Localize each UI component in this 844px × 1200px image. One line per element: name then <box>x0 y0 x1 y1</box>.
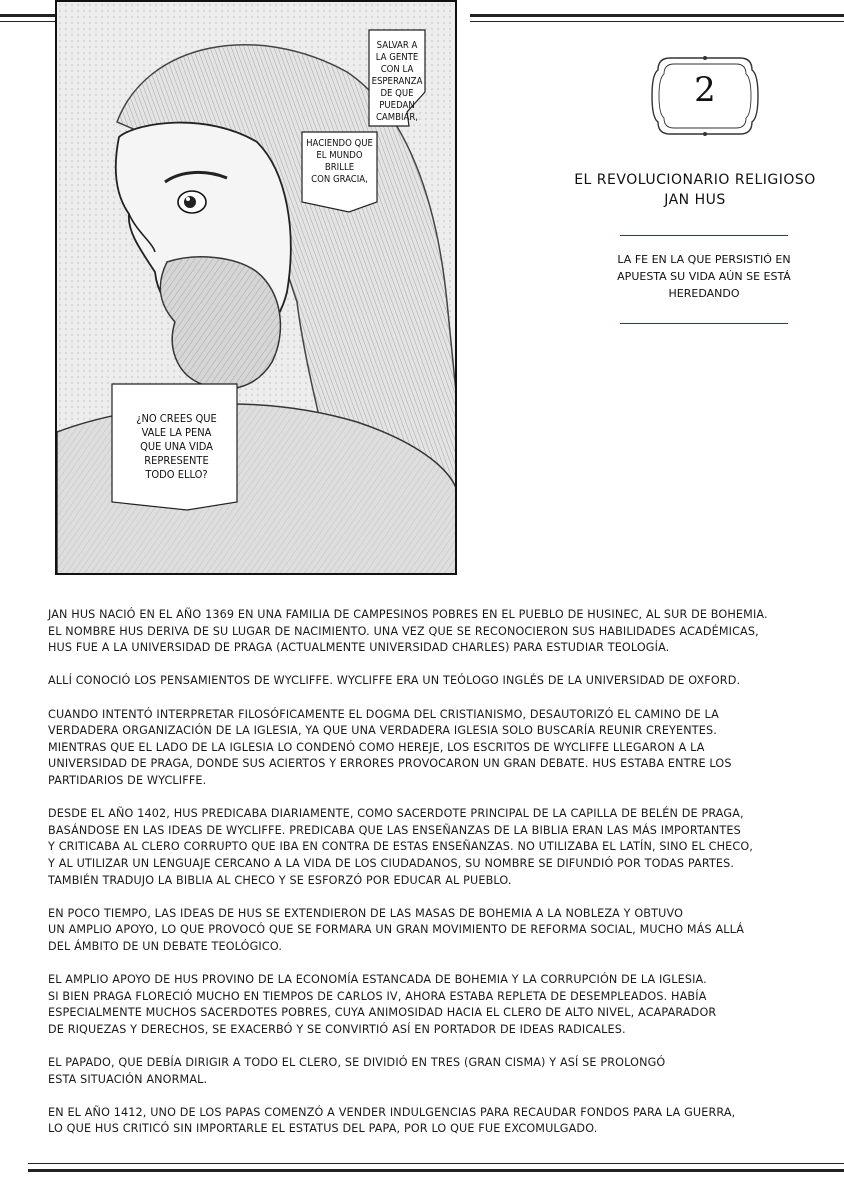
paragraph-5: EN POCO TIEMPO, LAS IDEAS DE HUS SE EXTENDIERON DE LAS MASAS DE BOHEMIA A LA NOBLEZA Y OBTUVO UN AMPLIO APOYO, LO QUE PROVOCÓ QUE SE FORMARA UN GRAN MOVIMIENTO DE REFORMA SOCIAL, MUCHO MÁS ALLÁ DEL ÁMBITO DE UN DEBATE TEOLÓGICO. <box>48 906 745 953</box>
chapter-number: 2 <box>694 70 716 110</box>
chapter-title <box>560 170 830 210</box>
chapter-subtitle-line-2: APUESTA SU VIDA AÚN SE ESTÁ <box>617 270 791 283</box>
paragraph-4: DESDE EL AÑO 1402, HUS PREDICABA DIARIAMENTE, COMO SACERDOTE PRINCIPAL DE LA CAPILLA DE BELÉN DE PRAGA, BASÁNDOSE EN LAS IDEAS DE WYCLIFFE. PREDICABA QUE LAS ENSEÑANZAS DE LA BIBLIA ERAN LAS MÁS IMPORTANTES Y CRITICABA AL CLERO CORRUPTO QUE IBA EN CONTRA DE ESTAS ENSEÑANZAS. NO UTILIZABA EL LATÍN, SINO EL CHECO, Y AL UTILIZAR UN LENGUAJE CERCANO A LA VIDA DE LOS CIUDADANOS, SU NOMBRE SE DIFUNDIÓ POR TODAS PARTES. TAMBIÉN TRADUJO LA BIBLIA AL CHECO Y SE ESFORZÓ POR EDUCAR AL PUEBLO. <box>48 807 753 887</box>
speech-bubble-1: SALVAR A LA GENTE CON LA ESPERANZA DE QUE PUEDAN CAMBIAR, <box>371 40 423 123</box>
chapter-title-line-1: EL REVOLUCIONARIO RELIGIOSO <box>574 172 816 188</box>
chapter-subtitle-line-3: HEREDANDO <box>668 287 740 300</box>
top-rule-thin <box>470 21 844 22</box>
top-rule-thick <box>470 14 844 17</box>
speech-bubble-2: HACIENDO QUE EL MUNDO BRILLE CON GRACIA, <box>306 138 373 185</box>
divider-bottom <box>620 323 788 324</box>
divider-top <box>620 235 788 236</box>
chapter-title-line-2: JAN HUS <box>664 192 726 208</box>
body-text <box>48 607 808 1155</box>
paragraph-7: EL PAPADO, QUE DEBÍA DIRIGIR A TODO EL CLERO, SE DIVIDIÓ EN TRES (GRAN CISMA) Y ASÍ SE PROLONGÓ ESTA SITUACIÓN ANORMAL. <box>48 1056 666 1086</box>
top-left-rule-thick <box>0 14 55 17</box>
chapter-subtitle-line-1: LA FE EN LA QUE PERSISTIÓ EN <box>617 253 791 266</box>
paragraph-6: EL AMPLIO APOYO DE HUS PROVINO DE LA ECONOMÍA ESTANCADA DE BOHEMIA Y LA CORRUPCIÓN DE LA IGLESIA. SI BIEN PRAGA FLORECIÓ MUCHO EN TIEMPOS DE CARLOS IV, AHORA ESTABA REPLETA DE DESEMPLEADOS. HABÍA ESPECIALMENTE MUCHOS SACERDOTES POBRES, CUYA ANIMOSIDAD HACIA EL CLERO DE ALTO NIVEL, ACAPARADOR DE RIQUEZAS Y DERECHOS, SE EXACERBÓ Y SE CONVIRTIÓ ASÍ EN PORTADOR DE IDEAS RADICALES. <box>48 973 717 1036</box>
speech-bubble-3: ¿NO CREES QUE VALE LA PENA QUE UNA VIDA REPRESENTE TODO ELLO? <box>136 412 217 481</box>
paragraph-8: EN EL AÑO 1412, UNO DE LOS PAPAS COMENZÓ A VENDER INDULGENCIAS PARA RECAUDAR FONDOS PARA LA GUERRA, LO QUE HUS CRITICÓ SIN IMPORTARLE EL ESTATUS DEL PAPA, POR LO QUE FUE EXCOMULGADO. <box>48 1105 736 1136</box>
paragraph-2: ALLÍ CONOCIÓ LOS PENSAMIENTOS DE WYCLIFFE. WYCLIFFE ERA UN TEÓLOGO INGLÉS DE LA UNIVERSIDAD DE OXFORD. <box>48 674 741 688</box>
bottom-rule-thin <box>28 1163 844 1164</box>
paragraph-3: CUANDO INTENTÓ INTERPRETAR FILOSÓFICAMENTE EL DOGMA DEL CRISTIANISMO, DESAUTORIZÓ EL CAMINO DE LA VERDADERA ORGANIZACIÓN DE LA IGLESIA, YA QUE UNA VERDADERA IGLESIA SOLO BUSCARÍA REUNIR CREYENTES. MIENTRAS QUE EL LADO DE LA IGLESIA LO CONDENÓ COMO HEREJE, LOS ESCRITOS DE WYCLIFFE LLEGARON A LA UNIVERSIDAD DE PRAGA, DONDE SUS ACIERTOS Y ERRORES PROVOCARON UN GRAN DEBATE. HUS ESTABA ENTRE LOS PARTIDARIOS DE WYCLIFFE. <box>48 707 732 787</box>
top-left-rule-thin <box>0 21 55 22</box>
chapter-subtitle <box>590 251 818 302</box>
manga-panel <box>55 0 457 575</box>
bottom-rule-thick <box>28 1169 844 1172</box>
paragraph-1: JAN HUS NACIÓ EN EL AÑO 1369 EN UNA FAMILIA DE CAMPESINOS POBRES EN EL PUEBLO DE HUSINEC, AL SUR DE BOHEMIA. EL NOMBRE HUS DERIVA DE SU LUGAR DE NACIMIENTO. UNA VEZ QUE SE RECONOCIERON SUS HABILIDADES ACADÉMICAS, HUS FUE A LA UNIVERSIDAD DE PRAGA (ACTUALMENTE UNIVERSIDAD CHARLES) PARA ESTUDIAR TEOLOGÍA. <box>48 608 768 655</box>
